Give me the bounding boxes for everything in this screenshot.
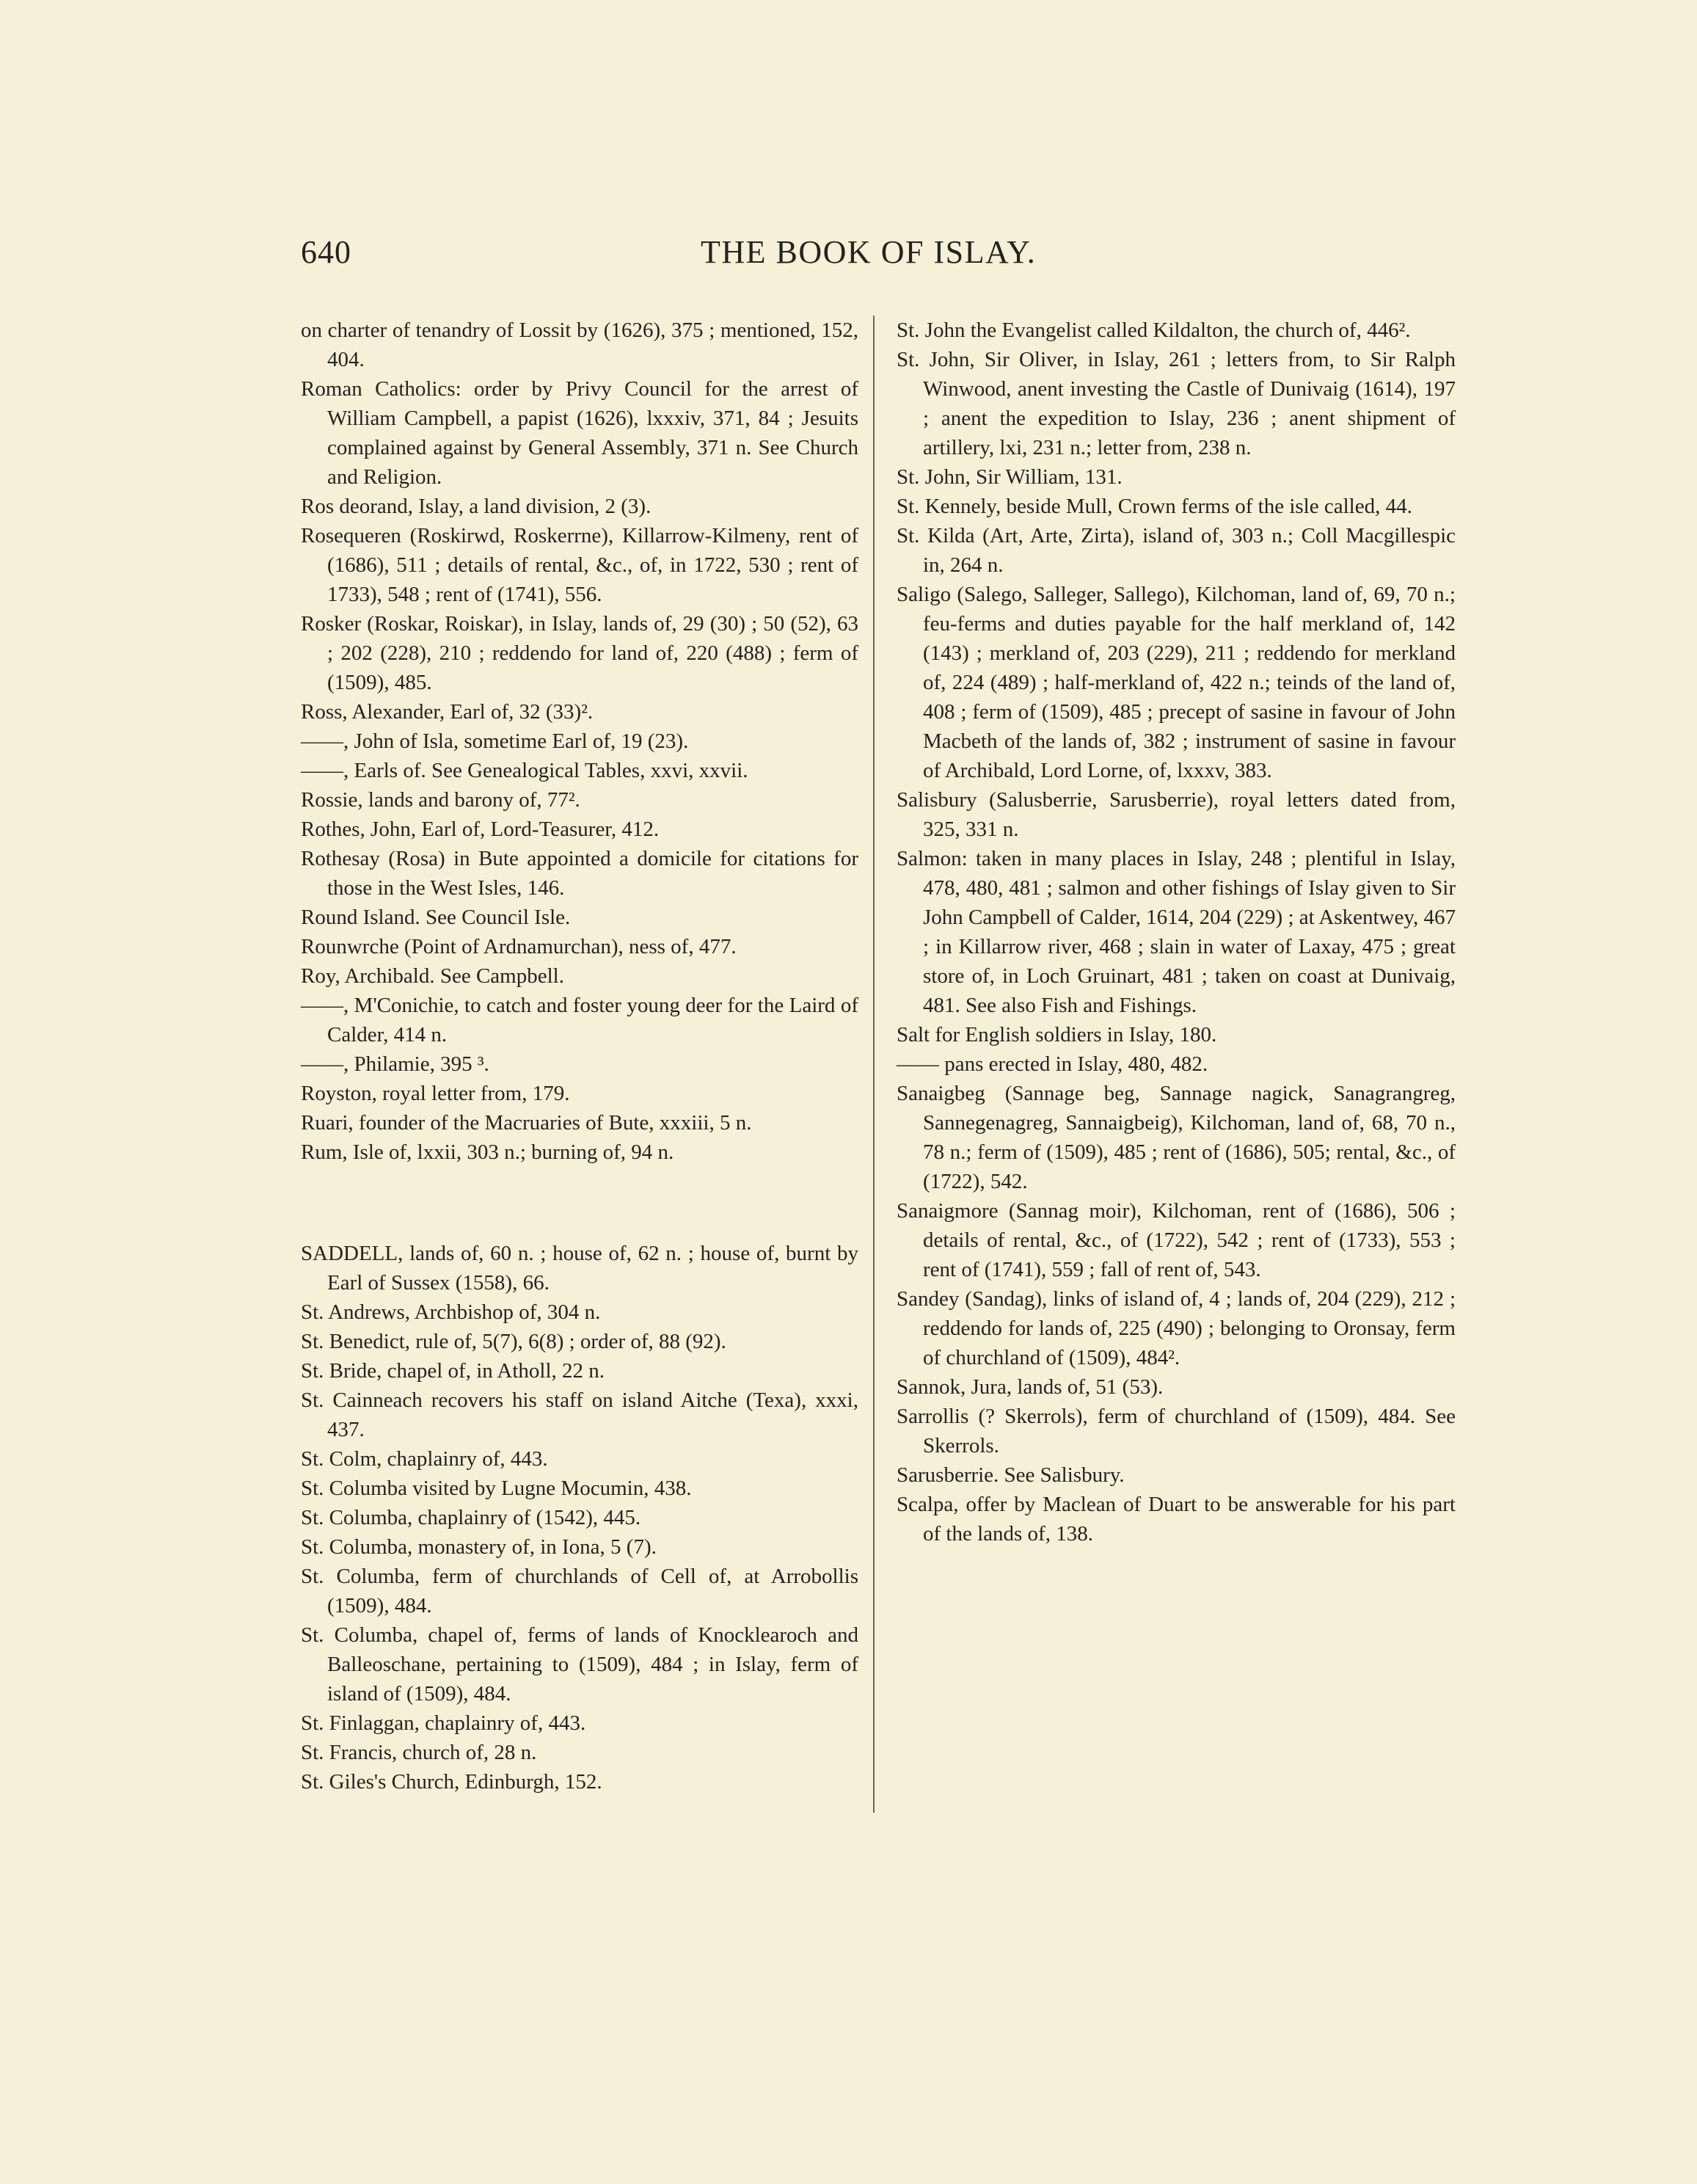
index-entry: St. Benedict, rule of, 5(7), 6(8) ; order of, 88 (92). <box>301 1330 726 1353</box>
index-entry: Salmon: taken in many places in Islay, 248 ; plentiful in Islay, 478, 480, 481 ; salmon and other fishings of Islay given to Sir John Campbell of Calder, 1614, 204 (229) ; at Askentwey, 467 ; in Killarrow river, 468 ; slain in water of Laxay, 475 ; great store of, in Loch Gruinart, 481 ; taken on coast at Dunivaig, 481. See also Fish and Fishings. <box>897 847 1456 1017</box>
index-entry: St. Columba visited by Lugne Mocumin, 438. <box>301 1477 692 1500</box>
index-entry: Ros deorand, Islay, a land division, 2 (3). <box>301 495 652 518</box>
index-entry: Roman Catholics: order by Privy Council for the arrest of William Campbell, a papist (1626), lxxxiv, 371, 84 ; Jesuits complained against by General Assembly, 371 n. See Church and Religion. <box>301 377 858 489</box>
right-column <box>897 316 1456 1548</box>
index-entry: on charter of tenandry of Lossit by (1626), 375 ; mentioned, 152, 404. <box>301 318 858 371</box>
index-entry: St. John, Sir William, 131. <box>897 465 1123 489</box>
index-entry: Saligo (Salego, Salleger, Sallego), Kilchoman, land of, 69, 70 n.; feu-ferms and duties payable for the half merkland of, 142 (143) ; merkland of, 203 (229), 211 ; reddendo for merkland of, 224 (489) ; half-merkland of, 422 n.; teinds of the land of, 408 ; ferm of (1509), 485 ; precept of sasine in favour of John Macbeth of the lands of, 382 ; instrument of sasine in favour of Archibald, Lord Lorne, of, lxxxv, 383. <box>897 583 1456 782</box>
index-entry: Rossie, lands and barony of, 77². <box>301 788 580 812</box>
index-entry: —— pans erected in Islay, 480, 482. <box>897 1052 1208 1076</box>
index-entry: ——, M'Conichie, to catch and foster young deer for the Laird of Calder, 414 n. <box>301 994 858 1046</box>
section-gap <box>301 1188 858 1217</box>
left-column <box>301 316 858 1797</box>
running-title: THE BOOK OF ISLAY. <box>701 234 1037 270</box>
index-entry: St. Finlaggan, chaplainry of, 443. <box>301 1711 586 1735</box>
index-entry: Rounwrche (Point of Ardnamurchan), ness of, 477. <box>301 935 737 958</box>
column-divider <box>873 316 875 1813</box>
index-entry: Sarusberrie. See Salisbury. <box>897 1463 1125 1487</box>
index-entry: St. Francis, church of, 28 n. <box>301 1741 537 1764</box>
index-entry: St. Columba, ferm of churchlands of Cell of, at Arrobollis (1509), 484. <box>301 1565 858 1617</box>
index-entry: Sarrollis (? Skerrols), ferm of churchland of (1509), 484. See Skerrols. <box>897 1405 1456 1457</box>
index-entry: Ruari, founder of the Macruaries of Bute, xxxiii, 5 n. <box>301 1111 752 1135</box>
index-entry: Rum, Isle of, lxxii, 303 n.; burning of, 94 n. <box>301 1140 674 1164</box>
index-entry: Salisbury (Salusberrie, Sarusberrie), royal letters dated from, 325, 331 n. <box>897 788 1456 841</box>
index-entry: St. Giles's Church, Edinburgh, 152. <box>301 1770 602 1794</box>
index-entry: St. Andrews, Archbishop of, 304 n. <box>301 1300 601 1324</box>
index-entry: Salt for English soldiers in Islay, 180. <box>897 1023 1217 1046</box>
index-entry: Round Island. See Council Isle. <box>301 906 571 929</box>
index-entry: St. Colm, chaplainry of, 443. <box>301 1447 548 1471</box>
index-entry: Rosequeren (Roskirwd, Roskerrne), Killarrow-Kilmeny, rent of (1686), 511 ; details of rental, &c., of, in 1722, 530 ; rent of 1733), 548 ; rent of (1741), 556. <box>301 524 858 606</box>
index-entry: St. Cainneach recovers his staff on island Aitche (Texa), xxxi, 437. <box>301 1388 858 1441</box>
index-entry: St. John, Sir Oliver, in Islay, 261 ; letters from, to Sir Ralph Winwood, anent investing the Castle of Dunivaig (1614), 197 ; anent the expedition to Islay, 236 ; anent shipment of artillery, lxi, 231 n.; letter from, 238 n. <box>897 348 1456 459</box>
index-entry: St. Bride, chapel of, in Atholl, 22 n. <box>301 1359 605 1383</box>
index-entry: St. Columba, chapel of, ferms of lands of Knocklearoch and Balleoschane, pertaining to (1509), 484 ; in Islay, ferm of island of (1509), 484. <box>301 1623 858 1706</box>
index-entry: St. Columba, monastery of, in Iona, 5 (7). <box>301 1535 657 1559</box>
index-entry: ——, Philamie, 395 ³. <box>301 1052 489 1076</box>
index-entry: Rothes, John, Earl of, Lord-Teasurer, 412. <box>301 818 660 841</box>
index-entry: Sanaigmore (Sannag moir), Kilchoman, rent of (1686), 506 ; details of rental, &c., of (1722), 542 ; rent of (1733), 553 ; rent of (1741), 559 ; fall of rent of, 543. <box>897 1199 1456 1281</box>
index-entry: St. Columba, chaplainry of (1542), 445. <box>301 1506 641 1529</box>
index-entry: ——, John of Isla, sometime Earl of, 19 (23). <box>301 729 689 753</box>
index-entry: ——, Earls of. See Genealogical Tables, xxvi, xxvii. <box>301 759 748 782</box>
index-entry: Sannok, Jura, lands of, 51 (53). <box>897 1375 1164 1399</box>
index-entry: SADDELL, lands of, 60 n. ; house of, 62 n. ; house of, burnt by Earl of Sussex (1558), 66. <box>301 1242 858 1295</box>
index-entry: Ross, Alexander, Earl of, 32 (33)². <box>301 700 594 724</box>
index-entry: St. Kilda (Art, Arte, Zirta), island of, 303 n.; Coll Macgillespic in, 264 n. <box>897 524 1456 577</box>
page-number: 640 <box>301 234 351 270</box>
index-entry: St. Kennely, beside Mull, Crown ferms of the isle called, 44. <box>897 495 1412 518</box>
index-entry: St. John the Evangelist called Kildalton, the church of, 446². <box>897 318 1411 342</box>
index-entry: Sanaigbeg (Sannage beg, Sannage nagick, Sanagrangreg, Sannegenagreg, Sannaigbeig), Kilchoman, land of, 68, 70 n., 78 n.; ferm of (1509), 485 ; rent of (1686), 505; rental, &c., of (1722), 542. <box>897 1082 1456 1193</box>
index-entry: Sandey (Sandag), links of island of, 4 ; lands of, 204 (229), 212 ; reddendo for lands of, 225 (490) ; belonging to Oronsay, ferm of churchland of (1509), 484². <box>897 1287 1456 1369</box>
index-entry: Royston, royal letter from, 179. <box>301 1082 570 1105</box>
index-entry: Scalpa, offer by Maclean of Duart to be answerable for his part of the lands of, 138. <box>897 1493 1456 1546</box>
index-entry: Roy, Archibald. See Campbell. <box>301 964 564 988</box>
index-entry: Rosker (Roskar, Roiskar), in Islay, lands of, 29 (30) ; 50 (52), 63 ; 202 (228), 210 ; reddendo for land of, 220 (488) ; ferm of (1509), 485. <box>301 612 858 694</box>
index-entry: Rothesay (Rosa) in Bute appointed a domicile for citations for those in the West Isles, 146. <box>301 847 858 900</box>
